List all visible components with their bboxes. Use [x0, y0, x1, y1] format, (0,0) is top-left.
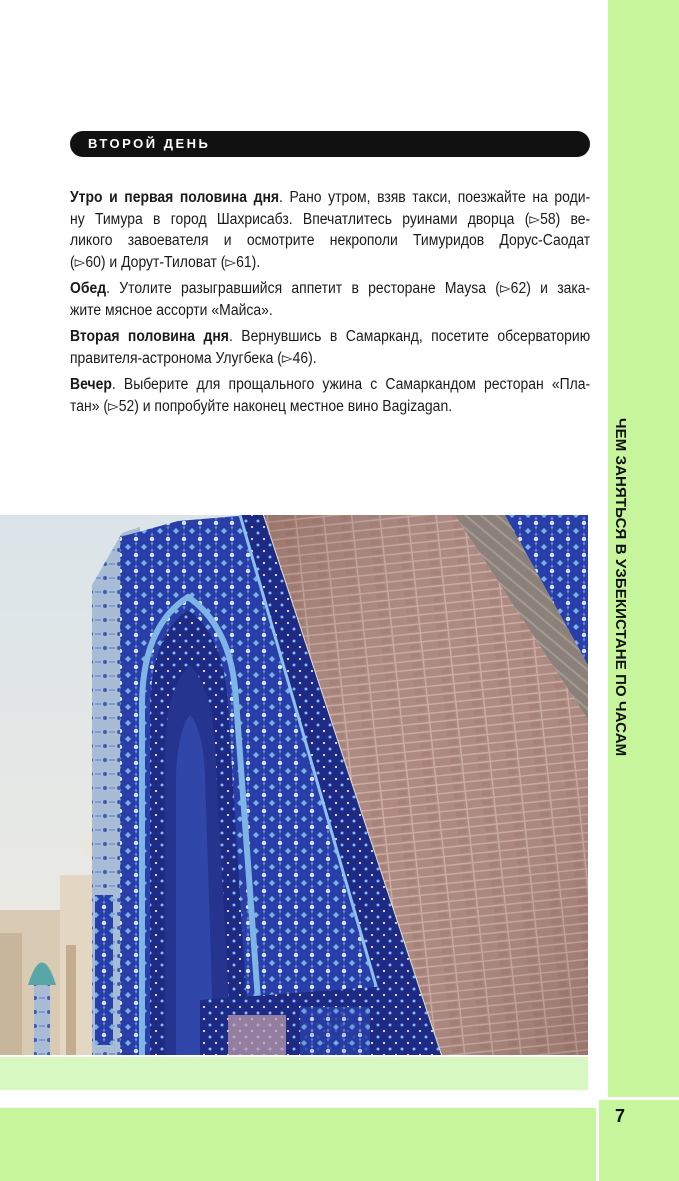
line-text: (▻60) и Дорут-Тиловат (▻61).: [70, 253, 261, 271]
line-text: . Выберите для прощального ужина с Самаркандом ресторан «Пла-: [111, 376, 591, 393]
paragraph-line: [70, 230, 590, 252]
section-label: Вечер: [70, 376, 112, 393]
footer-band: [0, 1108, 596, 1181]
itinerary-text: [70, 187, 590, 422]
section-label: Утро и первая половина дня: [70, 189, 280, 206]
line-text: правителя-астронома Улугбека (▻46).: [70, 349, 317, 367]
paragraph-line: [70, 348, 590, 370]
line-text: . Вернувшись в Самарканд, посетите обсерваторию: [228, 328, 591, 345]
photo-tiled-portal: [0, 515, 588, 1055]
day-heading-label: ВТОРОЙ ДЕНЬ: [88, 136, 211, 151]
line-text: тан» (▻52) и попробуйте наконец местное вино Bagizagan.: [70, 397, 453, 415]
paragraph-line: [70, 187, 590, 209]
paragraph-line: [70, 300, 590, 322]
page-number-box: [599, 1100, 679, 1181]
paragraph-afternoon: [70, 326, 590, 369]
paragraph-morning: [70, 187, 590, 273]
photo-caption-band: [0, 1057, 588, 1090]
section-side-title: ЧЕМ ЗАНЯТЬСЯ В УЗБЕКИСТАНЕ ПО ЧАСАМ: [612, 418, 629, 757]
paragraph-lunch: [70, 278, 590, 321]
section-label: Вторая половина дня: [70, 328, 229, 345]
day-heading: [70, 131, 590, 157]
line-text: ну Тимура в город Шахрисабз. Впечатлитесь руинами дворца (▻58) ве-: [70, 210, 591, 228]
paragraph-line: [70, 326, 590, 348]
line-text: . Рано утром, взяв такси, поезжайте на роди-: [279, 189, 591, 206]
page-number: 7: [615, 1106, 626, 1126]
line-text: жите мясное ассорти «Майса».: [70, 301, 273, 319]
line-text: ликого завоевателя и осмотрите некрополи Тимуридов Дорус-Саодат: [70, 232, 591, 249]
paragraph-line: [70, 278, 590, 300]
paragraph-evening: [70, 374, 590, 417]
paragraph-line: [70, 209, 590, 231]
paragraph-line: [70, 374, 590, 396]
line-text: . Утолите разыгравшийся аппетит в ресторане Maysa (▻62) и зака-: [106, 280, 591, 297]
section-label: Обед: [70, 280, 107, 297]
paragraph-line: [70, 252, 590, 274]
paragraph-line: [70, 396, 590, 418]
